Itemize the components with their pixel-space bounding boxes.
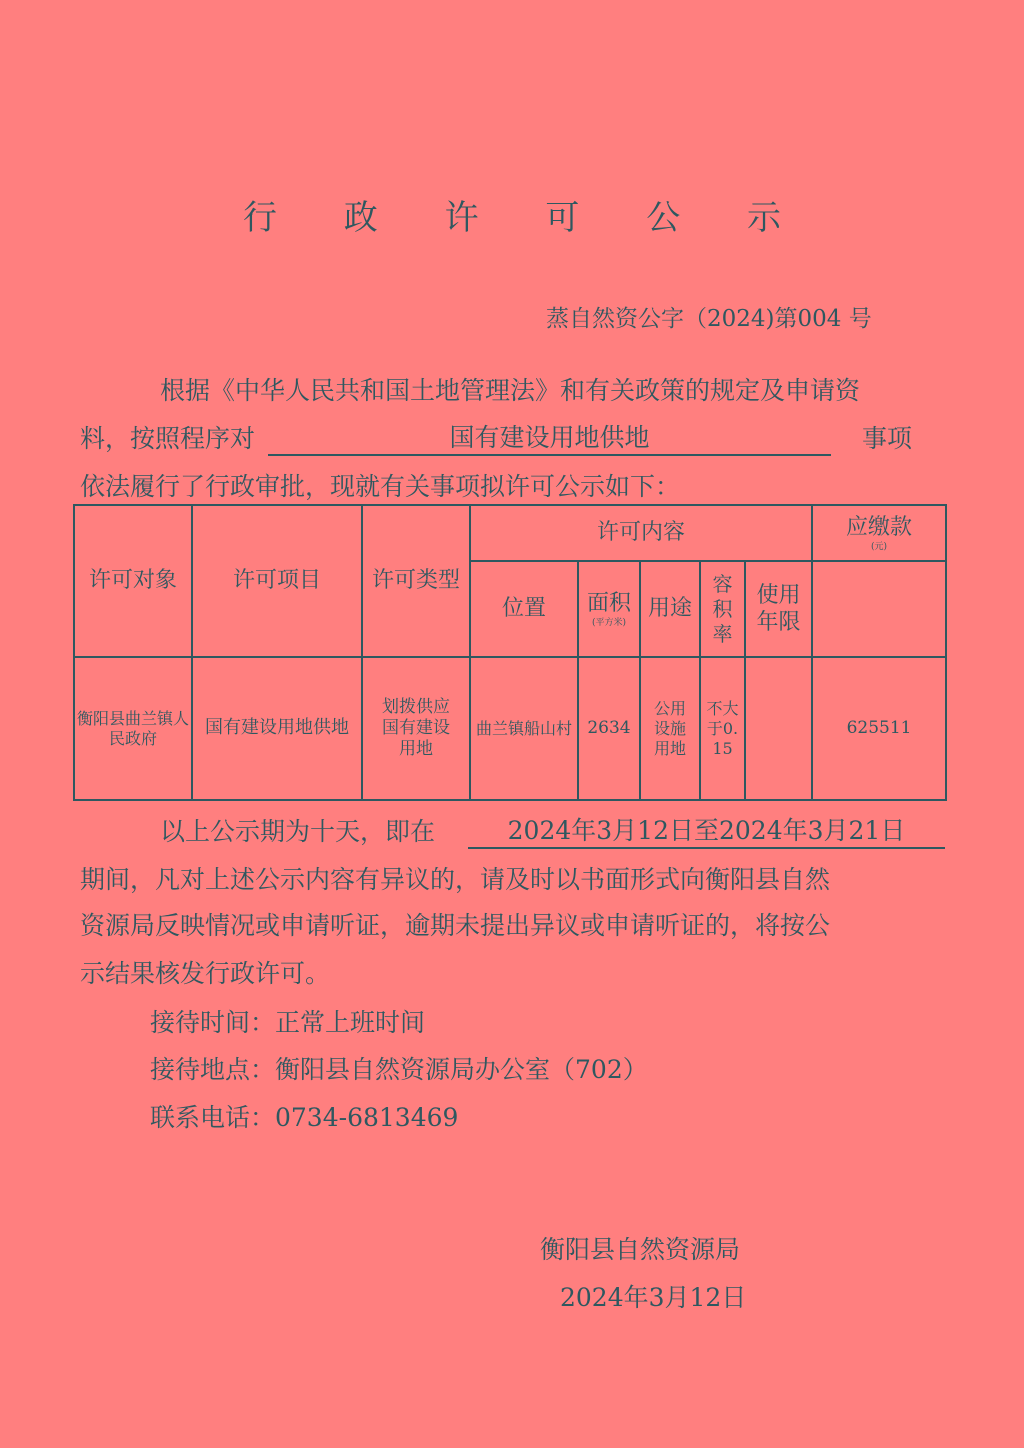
period-line-3: 资源局反映情况或申请听证，逾期未提出异议或申请听证的，将按公: [80, 911, 831, 940]
signature-org: 衡阳县自然资源局: [540, 1235, 741, 1264]
signature-date: 2024年3月12日: [560, 1283, 747, 1312]
cell-item: 国有建设用地供地: [192, 657, 362, 800]
intro-line-3: 依法履行了行政审批，现就有关事项拟许可公示如下：: [80, 472, 681, 501]
cell-area: 2634: [578, 657, 640, 800]
header-use: 用途: [640, 561, 700, 657]
reception-place: 接待地点：衡阳县自然资源局办公室（702）: [150, 1055, 648, 1084]
document-number: 蒸自然资公字（2024)第004 号: [546, 306, 872, 332]
cell-use: 公用设施用地: [640, 657, 700, 800]
cell-far: 不大于0.15: [700, 657, 745, 800]
header-payable-unit: (元): [871, 541, 888, 552]
header-payable-blank: [812, 561, 946, 657]
period-prefix: 以上公示期为十天，即在: [160, 817, 436, 846]
header-item: 许可项目: [192, 505, 362, 657]
cell-type: 划拨供应国有建设用地: [362, 657, 470, 800]
header-area: [578, 561, 640, 657]
header-far: 容积率: [700, 561, 745, 657]
cell-payable: 625511: [812, 657, 946, 800]
reception-time: 接待时间：正常上班时间: [150, 1008, 426, 1037]
header-payable-label: 应缴款: [846, 515, 913, 541]
header-area-unit: (平方米): [591, 617, 627, 628]
document-title: 行 政 许 可 公 示: [242, 198, 810, 238]
cell-location: 曲兰镇船山村: [470, 657, 578, 800]
header-area-label: 面积: [586, 591, 631, 617]
header-type: 许可类型: [362, 505, 470, 657]
matter-underline-field: 国有建设用地供地: [268, 418, 831, 456]
period-dates-field: 2024年3月12日至2024年3月21日: [468, 811, 945, 849]
period-line-4: 示结果核发行政许可。: [80, 959, 331, 988]
header-content: 许可内容: [470, 505, 812, 561]
header-subject: 许可对象: [74, 505, 192, 657]
header-payable: [812, 505, 946, 561]
cell-subject: 衡阳县曲兰镇人民政府: [74, 657, 192, 800]
header-term: 使用年限: [745, 561, 812, 657]
intro-line-2-prefix: 料，按照程序对: [80, 424, 256, 453]
period-line-2: 期间，凡对上述公示内容有异议的，请及时以书面形式向衡阳县自然: [80, 865, 831, 894]
intro-line-1: 根据《中华人民共和国土地管理法》和有关政策的规定及申请资: [160, 376, 861, 405]
intro-line-2-suffix: 事项: [862, 424, 913, 453]
header-location: 位置: [470, 561, 578, 657]
contact-phone: 联系电话：0734-6813469: [150, 1103, 459, 1132]
cell-term: [745, 657, 812, 800]
permit-table: [73, 504, 947, 801]
